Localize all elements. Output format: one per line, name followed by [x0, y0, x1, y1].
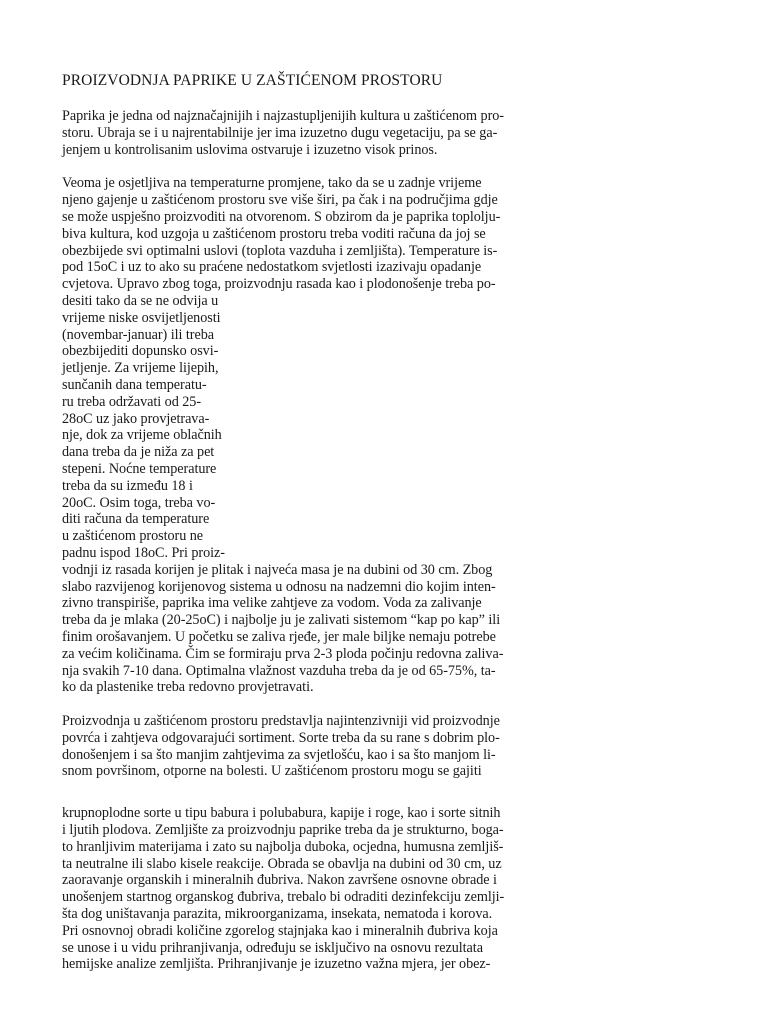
- text-line: zivno transpiriše, paprika ima velike zahtjeve za vodom. Voda za zalivanje: [62, 595, 482, 612]
- text-line: hemijske analize zemljišta. Prihranjivanje je izuzetno važna mjera, jer obez-: [62, 956, 491, 973]
- text-line: padnu ispod 18oC. Pri proiz-: [62, 544, 225, 561]
- text-line: stepeni. Noćne temperature: [62, 460, 217, 477]
- text-line: u zaštićenom prostoru ne: [62, 528, 204, 545]
- text-line: ko da plastenike treba redovno provjetravati.: [62, 679, 314, 696]
- text-line: treba da je mlaka (20-25oC) i najbolje ju je zalivati sistemom “kap po kap” ili: [62, 612, 501, 629]
- text-line: obezbijede svi optimalni uslovi (toplota vazduha i zemljišta). Temperature is-: [62, 242, 498, 259]
- text-line: povrća i zahtjeva odgovarajući sortiment. Sorte treba da su rane s dobrim plo-: [62, 729, 500, 746]
- text-line: nje, dok za vrijeme oblačnih: [62, 427, 222, 444]
- text-line: to hranljivim materijama i zato su najbolja duboka, ocjedna, humusna zemljiš-: [62, 838, 504, 855]
- text-line: unošenjem startnog organskog đubriva, trebalo bi odraditi dezinfekciju zemlji-: [62, 889, 505, 906]
- spacer: [62, 797, 552, 805]
- text-line: desiti tako da se ne odvija u: [62, 292, 219, 309]
- text-line: Pri osnovnoj obradi količine zgorelog stajnjaka kao i mineralnih đubriva koja: [62, 922, 498, 939]
- text-line: donošenjem i sa što manjim zahtjevima za svjetlošću, kao i sa što manjom li-: [62, 746, 496, 763]
- document-page: [62, 70, 552, 973]
- text-line: se unose i u vidu prihranjivanja, određuju se isključivo na osnovu rezultata: [62, 939, 483, 956]
- text-line: sunčanih dana temperatu-: [62, 376, 207, 393]
- text-line: (novembar-januar) ili treba: [62, 326, 214, 343]
- text-line: vrijeme niske osvijetljenosti: [62, 309, 221, 326]
- text-line: šta dog uništavanja parazita, mikroorganizama, insekata, nematoda i korova.: [62, 906, 493, 923]
- text-line: 20oC. Osim toga, treba vo-: [62, 494, 216, 511]
- text-line: Proizvodnja u zaštićenom prostoru predstavlja najintenzivniji vid proizvodnje: [62, 713, 500, 730]
- text-line: se može uspješno proizvoditi na otvorenom. S obzirom da je paprika toplolju-: [62, 208, 501, 225]
- document-title: PROIZVODNJA PAPRIKE U ZAŠTIĆENOM PROSTORU: [62, 72, 443, 89]
- text-line: treba da su između 18 i: [62, 477, 193, 494]
- text-line: pod 15oC i uz to ako su praćene nedostatkom svjetlosti izazivaju opadanje: [62, 259, 482, 276]
- text-line: i ljutih plodova. Zemljište za proizvodnju paprike treba da je strukturno, boga-: [62, 822, 504, 839]
- text-line: snom površinom, otporne na bolesti. U zaštićenom prostoru mogu se gajiti: [62, 763, 482, 780]
- text-line: Veoma je osjetljiva na temperaturne promjene, tako da se u zadnje vrijeme: [62, 175, 482, 192]
- text-line: ta neutralne ili slabo kisele reakcije. Obrada se obavlja na dubini od 30 cm, uz: [62, 855, 502, 872]
- paragraph-temperature: [62, 175, 552, 696]
- text-line: storu. Ubraja se i u najrentabilnije jer ima izuzetno dugu vegetaciju, pa se ga-: [62, 124, 498, 141]
- text-line: jenjem u kontrolisanim uslovima ostvaruje i izuzetno visok prinos.: [62, 141, 438, 158]
- text-line: finim orošavanjem. U početku se zaliva rjeđe, jer male biljke nemaju potrebe: [62, 628, 496, 645]
- text-line: vodnji iz rasada korijen je plitak i najveća masa je na dubini od 30 cm. Zbog: [62, 561, 493, 578]
- text-line: obezbijediti dopunsko osvi-: [62, 343, 219, 360]
- text-line: zaoravanje organskih i mineralnih đubriva. Nakon završene osnovne obrade i: [62, 872, 497, 889]
- text-line: jetljenje. Za vrijeme lijepih,: [62, 360, 219, 377]
- text-line: diti računa da temperature: [62, 511, 210, 528]
- text-line: 28oC uz jako provjetrava-: [62, 410, 210, 427]
- text-line: ru treba održavati od 25-: [62, 393, 201, 410]
- text-line: nja svakih 7-10 dana. Optimalna vlažnost vazduha treba da je od 65-75%, ta-: [62, 662, 496, 679]
- text-line: krupnoplodne sorte u tipu babura i polubabura, kapije i roge, kao i sorte sitnih: [62, 805, 501, 822]
- paragraph-cultivars: [62, 713, 552, 780]
- text-line: cvjetova. Upravo zbog toga, proizvodnju rasada kao i plodonošenje treba po-: [62, 276, 496, 293]
- paragraph-intro: [62, 108, 552, 158]
- text-line: dana treba da je niža za pet: [62, 444, 215, 461]
- text-line: Paprika je jedna od najznačajnijih i najzastupljenijih kultura u zaštićenom pro-: [62, 108, 504, 124]
- text-line: slabo razvijenog korijenovog sistema u odnosu na nadzemni dio kojim inten-: [62, 578, 496, 595]
- text-line: za većim količinama. Čim se formiraju prva 2-3 ploda počinju redovna zaliva-: [62, 645, 504, 662]
- paragraph-soil: [62, 805, 552, 973]
- text-line: biva kultura, kod uzgoja u zaštićenom prostoru treba voditi računa da joj se: [62, 225, 486, 242]
- text-line: njeno gajenje u zaštićenom prostoru sve više širi, pa čak i na područjima gdje: [62, 192, 498, 209]
